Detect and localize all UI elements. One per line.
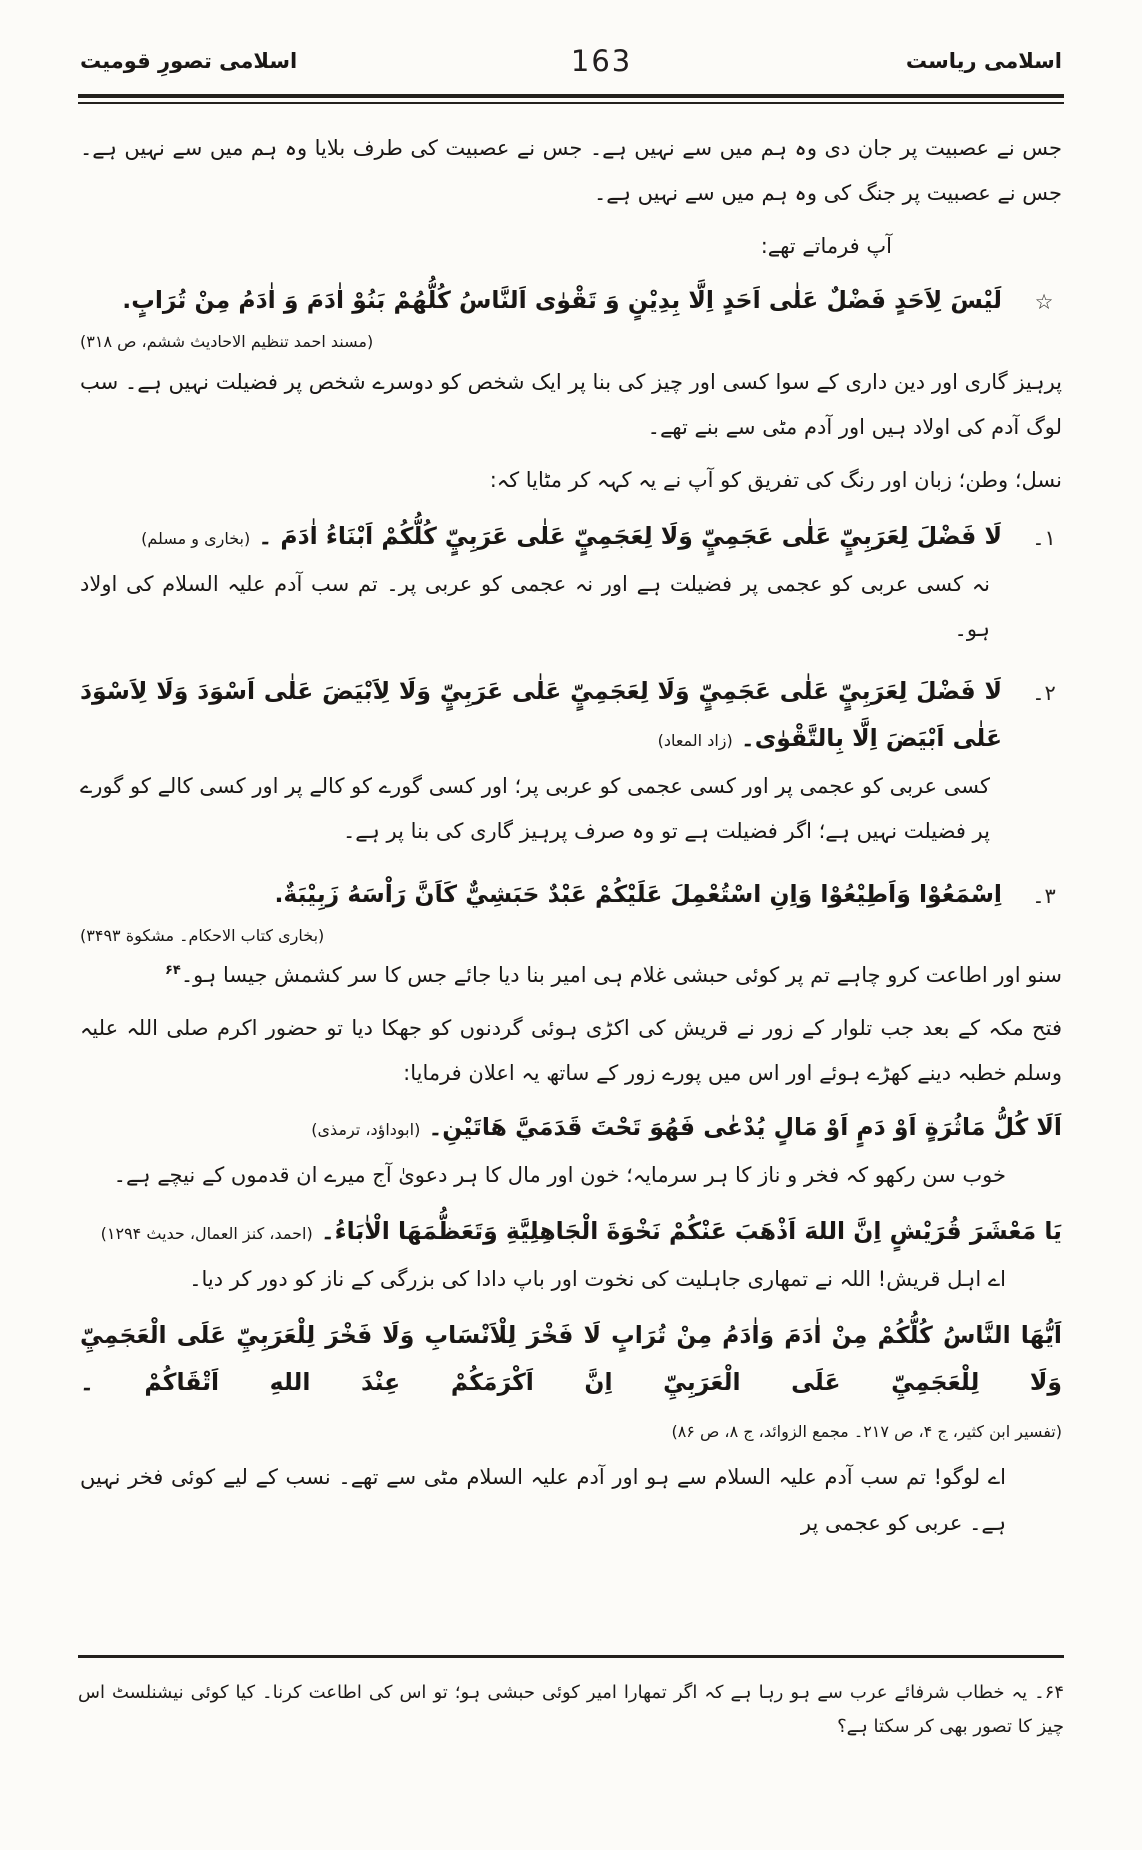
hadith-1-translation: نہ کسی عربی کو عجمی پر فضیلت ہے اور نہ عجمی کو عربی پر۔ تم سب آدم علیہ السلام کی اولاد ہو۔	[80, 572, 990, 642]
declaration-3-translation: اے لوگو! تم سب آدم علیہ السلام سے ہو اور آدم علیہ السلام مٹی سے تھے۔ نسب کے لیے کوئی فخر نہیں ہے۔ عربی کو عجمی پر	[80, 1465, 1006, 1535]
hadith-arabic-text: لَيْسَ لِاَحَدٍ فَضْلٌ عَلٰی اَحَدٍ اِلَّا بِدِيْنٍ وَ تَقْوٰی اَلنَّاسُ كُلُّهُمْ بَنُوْ اٰدَمَ وَ اٰدَمُ مِنْ تُرَابٍ.	[122, 286, 1002, 315]
declaration-1-arabic: اَلَا كُلُّ مَاثُرَةٍ اَوْ دَمٍ اَوْ مَالٍ يُدْعٰی فَهُوَ تَحْتَ قَدَمَيَّ هَاتَيْنِ۔	[428, 1113, 1062, 1142]
hadith-1-body	[80, 511, 1002, 662]
hadith-2-arabic: لَا فَضْلَ لِعَرَبِيٍّ عَلٰی عَجَمِيٍّ وَلَا لِعَجَمِيٍّ عَلٰی عَرَبِيٍّ وَلَا لِاَبْيَضَ عَلٰی اَسْوَدَ وَلَا لِاَسْوَدَ عَلٰی اَبْيَضَ اِلَّا بِالتَّقْوٰی۔	[80, 677, 1002, 753]
hadith-2-body	[80, 666, 1002, 864]
hadith-translation-paragraph: جس نے عصبیت پر جان دی وہ ہم میں سے نہیں ہے۔ جس نے عصبیت کی طرف بلایا وہ ہم میں سے نہیں ہے۔ جس نے عصبیت پر جنگ کی وہ ہم میں سے نہیں ہے۔	[80, 136, 1062, 206]
header-book-title: اسلامی ریاست	[905, 49, 1062, 73]
declaration-1-translation: خوب سن رکھو کہ فخر و ناز کا ہر سرمایہ؛ خون اور مال کا ہر دعویٰ آج میرے ان قدموں کے نیچے ہے۔	[113, 1163, 1006, 1188]
footnote-divider-rule	[78, 1655, 1064, 1658]
hadith-1-citation: (بخاری و مسلم)	[141, 529, 251, 549]
hadith-3-citation: (بخاری کتاب الاحکام۔ مشکوة ۳۴۹۳)	[80, 925, 325, 945]
conquest-of-makkah-paragraph: فتح مکہ کے بعد جب تلوار کے زور نے قریش کی اکڑی ہوئی گردنوں کو جھکا دیا تو حضور اکرم صلی اللہ علیہ وسلم خطبہ دینے کھڑے ہوئے اور اس میں پورے زور کے ساتھ یہ اعلان فرمایا:	[80, 1015, 1062, 1086]
declaration-2-citation: (احمد، کنز العمال، حدیث ۱۲۹۴)	[100, 1224, 313, 1244]
hadith-item-3	[80, 869, 1062, 920]
hadith-item-2	[80, 666, 1062, 864]
intro-line-2: نسل؛ وطن؛ زبان اور رنگ کی تفریق کو آپ نے یہ کہہ کر مٹایا کہ:	[489, 467, 1062, 492]
hadith-3-translation: سنو اور اطاعت کرو چاہے تم پر کوئی حبشی غلام ہی امیر بنا دیا جائے جس کا سر کشمش جیسا ہو۔	[180, 962, 1062, 987]
declaration-3-arabic: اَيُّهَا النَّاسُ كُلُّكُمْ مِنْ اٰدَمَ وَاٰدَمُ مِنْ تُرَابٍ لَا فَخْرَ لِلْاَنْسَابِ وَلَا فَخْرَ لِلْعَرَبِيِّ عَلَی الْعَجَمِيِّ وَلَا لِلْعَجَمِيِّ عَلَی الْعَرَبِيِّ اِنَّ اَكْرَمَكُمْ عِنْدَ اللهِ اَتْقَاكُمْ ۔	[80, 1321, 1062, 1397]
hadith-1-arabic-text	[80, 513, 1002, 560]
declaration-2-arabic-text	[80, 1208, 1062, 1255]
hadith-star-item	[80, 275, 1062, 326]
declaration-3-citation: (تفسیر ابن کثیر، ج ۴، ص ۲۱۷۔ مجمع الزوائد، ج ۸، ص ۸۶)	[671, 1422, 1062, 1442]
hadith-2-citation: (زاد المعاد)	[657, 731, 733, 751]
declaration-3-arabic-text	[80, 1312, 1062, 1453]
page-body	[0, 104, 1142, 1546]
hadith-3-arabic-text: اِسْمَعُوْا وَاَطِيْعُوْا وَاِنِ اسْتُعْمِلَ عَلَيْكُمْ عَبْدٌ حَبَشِيٌّ كَاَنَّ رَاْسَهُ زَبِيْبَةٌ.	[274, 879, 1002, 908]
footnote-text: ۶۴۔ یہ خطاب شرفائے عرب سے ہو رہا ہے کہ اگر تمھارا امیر کوئی حبشی ہو؛ تو اس کی اطاعت کرنا۔ کیا کوئی نیشنلسٹ اس چیز کا تصور بھی کر سکتا ہے؟	[78, 1682, 1064, 1738]
hadith-translation: پرہیز گاری اور دین داری کے سوا کسی اور چیز کی بنا پر ایک شخص کو دوسرے شخص پر فضیلت نہیں ہے۔ سب لوگ آدم کی اولاد ہیں اور آدم مٹی سے بنے تھے۔	[80, 369, 1062, 439]
star-bullet-icon: ☆	[1034, 290, 1054, 315]
header-divider-rule	[78, 94, 1064, 104]
footnote-reference-mark: ۶۴	[164, 962, 181, 978]
footnote-section	[78, 1655, 1064, 1762]
item-1-number: ۱۔	[1032, 526, 1056, 551]
declaration-1-arabic-text	[80, 1104, 1062, 1151]
hadith-item-1	[80, 511, 1062, 662]
item-3-number: ۳۔	[1032, 883, 1056, 908]
hadith-citation: (مسند احمد تنظیم الاحادیث ششم، ص ۳۱۸)	[80, 332, 374, 352]
declaration-2-translation: اے اہل قریش! اللہ نے تمھاری جاہلیت کی نخوت اور باپ دادا کی بزرگی کے ناز کو دور کر دیا۔	[189, 1267, 1006, 1292]
hadith-3-translation-line	[80, 953, 1062, 998]
header-chapter-title: اسلامی تصورِ قومیت	[80, 49, 298, 73]
declaration-1-citation: (ابوداؤد، ترمذی)	[311, 1120, 421, 1140]
hadith-2-translation: کسی عربی کو عجمی پر اور کسی عجمی کو عربی پر؛ اور کسی گورے کو کالے پر اور کسی کالے کو گورے پر فضیلت نہیں ہے؛ اگر فضیلت ہے تو وہ صرف پرہیز گاری کی بنا پر ہے۔	[80, 774, 990, 844]
intro-line: آپ فرماتے تھے:	[760, 234, 892, 259]
declaration-2-arabic: يَا مَعْشَرَ قُرَيْشٍ اِنَّ اللهَ اَذْهَبَ عَنْكُمْ نَخْوَةَ الْجَاهِلِيَّةِ وَتَعَظُّمَهَا الْاٰبَاءُ۔	[320, 1217, 1062, 1246]
hadith-3-body	[80, 869, 1002, 920]
hadith-star-body	[80, 275, 1002, 326]
page-header	[0, 0, 1142, 78]
hadith-2-arabic-text	[80, 668, 1002, 762]
page-number: 163	[570, 44, 633, 78]
item-2-number: ۲۔	[1032, 681, 1056, 706]
hadith-1-arabic: لَا فَضْلَ لِعَرَبِيٍّ عَلٰی عَجَمِيٍّ وَلَا لِعَجَمِيٍّ عَلٰی عَرَبِيٍّ كُلُّكُمْ اَبْنَاءُ اٰدَمَ ۔	[258, 522, 1002, 551]
